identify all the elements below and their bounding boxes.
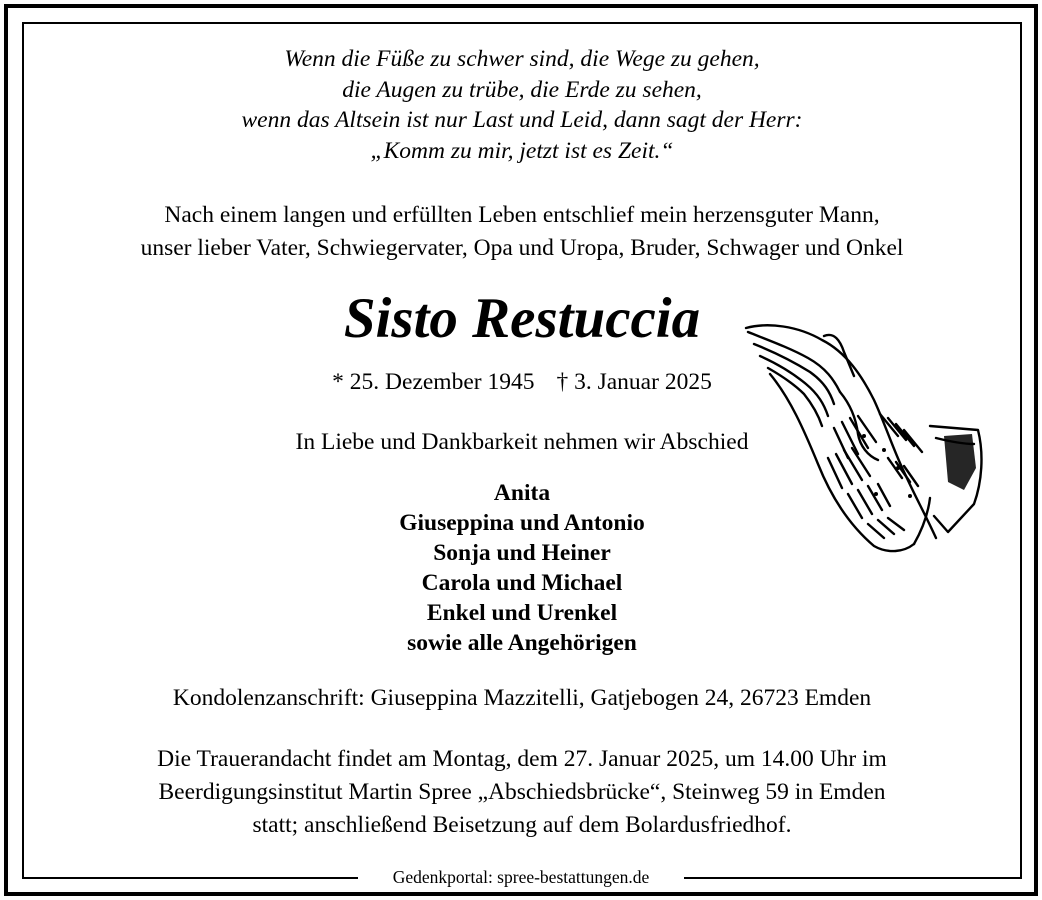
service-line: Beerdigungsinstitut Martin Spree „Abschiedsbrücke“, Steinweg 59 in Emden bbox=[158, 779, 886, 805]
praying-hands-icon bbox=[738, 318, 990, 556]
intro-line: unser lieber Vater, Schwiegervater, Opa und Uropa, Bruder, Schwager und Onkel bbox=[140, 235, 904, 261]
poem-line: Wenn die Füße zu schwer sind, die Wege zu gehen, bbox=[284, 46, 760, 72]
service-line: statt; anschließend Beisetzung auf dem Bolardusfriedhof. bbox=[252, 812, 792, 838]
birth-date: * 25. Dezember 1945 bbox=[332, 369, 535, 395]
poem-line: „Komm zu mir, jetzt ist es Zeit.“ bbox=[370, 137, 674, 164]
death-date: † 3. Januar 2025 bbox=[556, 369, 712, 395]
condolence-address: Kondolenzanschrift: Giuseppina Mazzitelli, Gatjebogen 24, 26723 Emden bbox=[172, 685, 872, 711]
poem-line: die Augen zu trübe, die Erde zu sehen, bbox=[342, 76, 702, 103]
memorial-portal-link[interactable]: Gedenkportal: spree-bestattungen.de bbox=[358, 864, 684, 890]
family-member: Enkel und Urenkel bbox=[426, 600, 618, 626]
family-member: sowie alle Angehörigen bbox=[407, 630, 637, 656]
deceased-name: Sisto Restuccia bbox=[343, 287, 701, 350]
intro-text bbox=[22, 199, 1022, 265]
family-member: Sonja und Heiner bbox=[433, 540, 611, 566]
family-member: Giuseppina und Antonio bbox=[399, 510, 645, 536]
intro-line: Nach einem langen und erfüllten Leben entschlief mein herzensguter Mann, bbox=[164, 202, 880, 228]
family-member: Anita bbox=[493, 480, 551, 506]
service-info bbox=[22, 743, 1022, 842]
family-member: Carola und Michael bbox=[421, 570, 623, 596]
poem bbox=[22, 44, 1022, 166]
farewell-text: In Liebe und Dankbarkeit nehmen wir Abschied bbox=[295, 429, 749, 455]
poem-line: wenn das Altsein ist nur Last und Leid, dann sagt der Herr: bbox=[241, 107, 803, 133]
service-line: Die Trauerandacht findet am Montag, dem 27. Januar 2025, um 14.00 Uhr im bbox=[157, 746, 887, 772]
